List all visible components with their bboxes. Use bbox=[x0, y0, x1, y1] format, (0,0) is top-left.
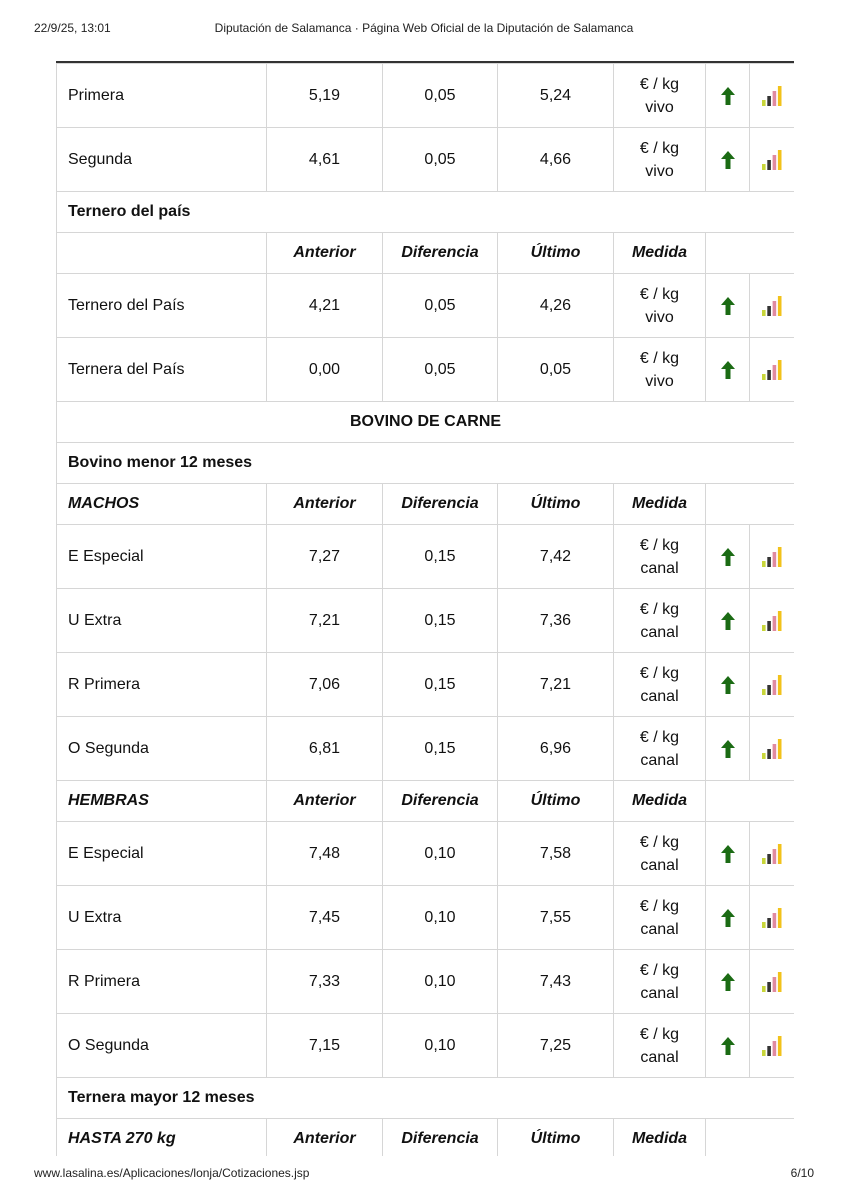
table-row bbox=[57, 717, 795, 781]
print-url: www.lasalina.es/Aplicaciones/lonja/Cotizaciones.jsp bbox=[34, 1166, 310, 1180]
chart-link-cell[interactable] bbox=[750, 717, 795, 781]
column-header-row bbox=[57, 781, 795, 822]
column-header-anterior: Anterior bbox=[267, 484, 383, 525]
section-row bbox=[57, 192, 795, 233]
bar-chart-icon[interactable] bbox=[761, 844, 783, 864]
group-label: MACHOS bbox=[57, 484, 267, 525]
column-header-diferencia: Diferencia bbox=[383, 781, 498, 822]
section-title: Bovino menor 12 meses bbox=[57, 443, 795, 484]
table-row bbox=[57, 950, 795, 1014]
bar-chart-icon[interactable] bbox=[761, 739, 783, 759]
arrow-up-icon bbox=[720, 547, 736, 567]
column-header-anterior: Anterior bbox=[267, 1119, 383, 1157]
price-difference: 0,05 bbox=[383, 274, 498, 338]
arrow-up-icon bbox=[720, 360, 736, 380]
arrow-up-icon bbox=[720, 739, 736, 759]
table-row bbox=[57, 64, 795, 128]
latest-price: 6,96 bbox=[498, 717, 614, 781]
unit-basis-label: vivo bbox=[645, 308, 674, 326]
product-name: Ternera del País bbox=[57, 338, 267, 402]
unit-basis-label: vivo bbox=[645, 162, 674, 180]
page-number: 6/10 bbox=[790, 1166, 814, 1180]
previous-price: 4,61 bbox=[267, 128, 383, 192]
arrow-up-icon bbox=[720, 844, 736, 864]
previous-price: 7,15 bbox=[267, 1014, 383, 1078]
previous-price: 7,33 bbox=[267, 950, 383, 1014]
unit-cell bbox=[614, 886, 706, 950]
chart-link-cell[interactable] bbox=[750, 950, 795, 1014]
arrow-up-icon bbox=[720, 1036, 736, 1056]
trend-cell bbox=[706, 822, 750, 886]
price-difference: 0,15 bbox=[383, 717, 498, 781]
group-label: HASTA 270 kg bbox=[57, 1119, 267, 1157]
unit-cell bbox=[614, 525, 706, 589]
unit-price-label: € / kg bbox=[639, 1025, 680, 1043]
trend-cell bbox=[706, 589, 750, 653]
unit-price-label: € / kg bbox=[639, 139, 680, 157]
price-difference: 0,10 bbox=[383, 950, 498, 1014]
column-header-diferencia: Diferencia bbox=[383, 484, 498, 525]
section-title: BOVINO DE CARNE bbox=[57, 402, 795, 443]
previous-price: 5,19 bbox=[267, 64, 383, 128]
product-name: Primera bbox=[57, 64, 267, 128]
latest-price: 7,43 bbox=[498, 950, 614, 1014]
unit-price-label: € / kg bbox=[639, 349, 680, 367]
previous-price: 7,45 bbox=[267, 886, 383, 950]
latest-price: 7,42 bbox=[498, 525, 614, 589]
section-title: Ternero del país bbox=[57, 192, 795, 233]
previous-price: 4,21 bbox=[267, 274, 383, 338]
chart-link-cell[interactable] bbox=[750, 653, 795, 717]
column-header-diferencia: Diferencia bbox=[383, 1119, 498, 1157]
chart-link-cell[interactable] bbox=[750, 1014, 795, 1078]
product-name: U Extra bbox=[57, 589, 267, 653]
latest-price: 7,25 bbox=[498, 1014, 614, 1078]
column-header-ultimo: Último bbox=[498, 233, 614, 274]
price-difference: 0,15 bbox=[383, 525, 498, 589]
unit-basis-label: canal bbox=[640, 856, 679, 874]
arrow-up-icon bbox=[720, 611, 736, 631]
chart-link-cell[interactable] bbox=[750, 338, 795, 402]
bar-chart-icon[interactable] bbox=[761, 296, 783, 316]
empty-header-cell bbox=[706, 484, 795, 525]
bar-chart-icon[interactable] bbox=[761, 547, 783, 567]
unit-price-label: € / kg bbox=[639, 600, 680, 618]
product-name: R Primera bbox=[57, 653, 267, 717]
unit-cell bbox=[614, 274, 706, 338]
arrow-up-icon bbox=[720, 86, 736, 106]
latest-price: 4,66 bbox=[498, 128, 614, 192]
unit-cell bbox=[614, 64, 706, 128]
product-name: R Primera bbox=[57, 950, 267, 1014]
section-title: Ternera mayor 12 meses bbox=[57, 1078, 795, 1119]
bar-chart-icon[interactable] bbox=[761, 360, 783, 380]
unit-price-label: € / kg bbox=[639, 664, 680, 682]
previous-price: 7,06 bbox=[267, 653, 383, 717]
bar-chart-icon[interactable] bbox=[761, 675, 783, 695]
latest-price: 5,24 bbox=[498, 64, 614, 128]
table-row bbox=[57, 822, 795, 886]
arrow-up-icon bbox=[720, 675, 736, 695]
unit-basis-label: vivo bbox=[645, 372, 674, 390]
empty-header-cell bbox=[706, 233, 795, 274]
latest-price: 4,26 bbox=[498, 274, 614, 338]
group-label bbox=[57, 233, 267, 274]
chart-link-cell[interactable] bbox=[750, 525, 795, 589]
previous-price: 0,00 bbox=[267, 338, 383, 402]
table-row bbox=[57, 274, 795, 338]
latest-price: 7,21 bbox=[498, 653, 614, 717]
column-header-medida: Medida bbox=[614, 484, 706, 525]
product-name: Ternero del País bbox=[57, 274, 267, 338]
latest-price: 7,36 bbox=[498, 589, 614, 653]
section-row bbox=[57, 1078, 795, 1119]
column-header-row bbox=[57, 484, 795, 525]
bar-chart-icon[interactable] bbox=[761, 86, 783, 106]
arrow-up-icon bbox=[720, 150, 736, 170]
unit-basis-label: canal bbox=[640, 687, 679, 705]
unit-price-label: € / kg bbox=[639, 961, 680, 979]
column-header-diferencia: Diferencia bbox=[383, 233, 498, 274]
product-name: O Segunda bbox=[57, 717, 267, 781]
chart-link-cell[interactable] bbox=[750, 589, 795, 653]
table-row bbox=[57, 525, 795, 589]
unit-cell bbox=[614, 717, 706, 781]
unit-basis-label: vivo bbox=[645, 98, 674, 116]
bar-chart-icon[interactable] bbox=[761, 1036, 783, 1056]
product-name: O Segunda bbox=[57, 1014, 267, 1078]
previous-price: 6,81 bbox=[267, 717, 383, 781]
print-page-title: Diputación de Salamanca · Página Web Oficial de la Diputación de Salamanca bbox=[214, 21, 634, 35]
column-header-ultimo: Último bbox=[498, 1119, 614, 1157]
unit-cell bbox=[614, 338, 706, 402]
unit-price-label: € / kg bbox=[639, 536, 680, 554]
bar-chart-icon[interactable] bbox=[761, 150, 783, 170]
section-row bbox=[57, 402, 795, 443]
group-label: HEMBRAS bbox=[57, 781, 267, 822]
unit-cell bbox=[614, 822, 706, 886]
empty-header-cell bbox=[706, 1119, 795, 1157]
print-date: 22/9/25, 13:01 bbox=[34, 21, 111, 35]
price-difference: 0,10 bbox=[383, 886, 498, 950]
column-header-medida: Medida bbox=[614, 781, 706, 822]
latest-price: 7,55 bbox=[498, 886, 614, 950]
arrow-up-icon bbox=[720, 296, 736, 316]
trend-cell bbox=[706, 128, 750, 192]
unit-basis-label: canal bbox=[640, 559, 679, 577]
product-name: E Especial bbox=[57, 822, 267, 886]
latest-price: 0,05 bbox=[498, 338, 614, 402]
print-footer bbox=[0, 1164, 848, 1184]
column-header-row bbox=[57, 233, 795, 274]
print-header bbox=[0, 18, 848, 38]
arrow-up-icon bbox=[720, 908, 736, 928]
unit-price-label: € / kg bbox=[639, 833, 680, 851]
column-header-medida: Medida bbox=[614, 233, 706, 274]
column-header-medida: Medida bbox=[614, 1119, 706, 1157]
unit-cell bbox=[614, 653, 706, 717]
chart-link-cell[interactable] bbox=[750, 886, 795, 950]
price-difference: 0,05 bbox=[383, 128, 498, 192]
column-header-anterior: Anterior bbox=[267, 233, 383, 274]
trend-cell bbox=[706, 1014, 750, 1078]
price-difference: 0,10 bbox=[383, 1014, 498, 1078]
product-name: Segunda bbox=[57, 128, 267, 192]
price-difference: 0,10 bbox=[383, 822, 498, 886]
trend-cell bbox=[706, 886, 750, 950]
trend-cell bbox=[706, 717, 750, 781]
previous-price: 7,21 bbox=[267, 589, 383, 653]
table-row bbox=[57, 886, 795, 950]
unit-price-label: € / kg bbox=[639, 897, 680, 915]
table-row bbox=[57, 1014, 795, 1078]
previous-price: 7,48 bbox=[267, 822, 383, 886]
section-row bbox=[57, 443, 795, 484]
unit-price-label: € / kg bbox=[639, 285, 680, 303]
unit-price-label: € / kg bbox=[639, 728, 680, 746]
unit-basis-label: canal bbox=[640, 984, 679, 1002]
product-name: U Extra bbox=[57, 886, 267, 950]
quotations-table-container bbox=[56, 61, 794, 1156]
chart-link-cell[interactable] bbox=[750, 822, 795, 886]
unit-basis-label: canal bbox=[640, 623, 679, 641]
column-header-ultimo: Último bbox=[498, 781, 614, 822]
price-difference: 0,15 bbox=[383, 653, 498, 717]
trend-cell bbox=[706, 338, 750, 402]
chart-link-cell[interactable] bbox=[750, 64, 795, 128]
unit-basis-label: canal bbox=[640, 751, 679, 769]
bar-chart-icon[interactable] bbox=[761, 611, 783, 631]
column-header-ultimo: Último bbox=[498, 484, 614, 525]
empty-header-cell bbox=[706, 781, 795, 822]
price-difference: 0,05 bbox=[383, 64, 498, 128]
column-header-anterior: Anterior bbox=[267, 781, 383, 822]
unit-cell bbox=[614, 589, 706, 653]
latest-price: 7,58 bbox=[498, 822, 614, 886]
unit-price-label: € / kg bbox=[639, 75, 680, 93]
arrow-up-icon bbox=[720, 972, 736, 992]
table-row bbox=[57, 128, 795, 192]
product-name: E Especial bbox=[57, 525, 267, 589]
previous-price: 7,27 bbox=[267, 525, 383, 589]
price-difference: 0,15 bbox=[383, 589, 498, 653]
trend-cell bbox=[706, 525, 750, 589]
unit-cell bbox=[614, 128, 706, 192]
chart-link-cell[interactable] bbox=[750, 128, 795, 192]
trend-cell bbox=[706, 950, 750, 1014]
quotations-table bbox=[56, 63, 794, 1156]
unit-cell bbox=[614, 950, 706, 1014]
chart-link-cell[interactable] bbox=[750, 274, 795, 338]
column-header-row bbox=[57, 1119, 795, 1157]
bar-chart-icon[interactable] bbox=[761, 972, 783, 992]
bar-chart-icon[interactable] bbox=[761, 908, 783, 928]
unit-basis-label: canal bbox=[640, 920, 679, 938]
table-row bbox=[57, 338, 795, 402]
unit-basis-label: canal bbox=[640, 1048, 679, 1066]
table-row bbox=[57, 589, 795, 653]
trend-cell bbox=[706, 653, 750, 717]
trend-cell bbox=[706, 274, 750, 338]
trend-cell bbox=[706, 64, 750, 128]
unit-cell bbox=[614, 1014, 706, 1078]
price-difference: 0,05 bbox=[383, 338, 498, 402]
table-row bbox=[57, 653, 795, 717]
